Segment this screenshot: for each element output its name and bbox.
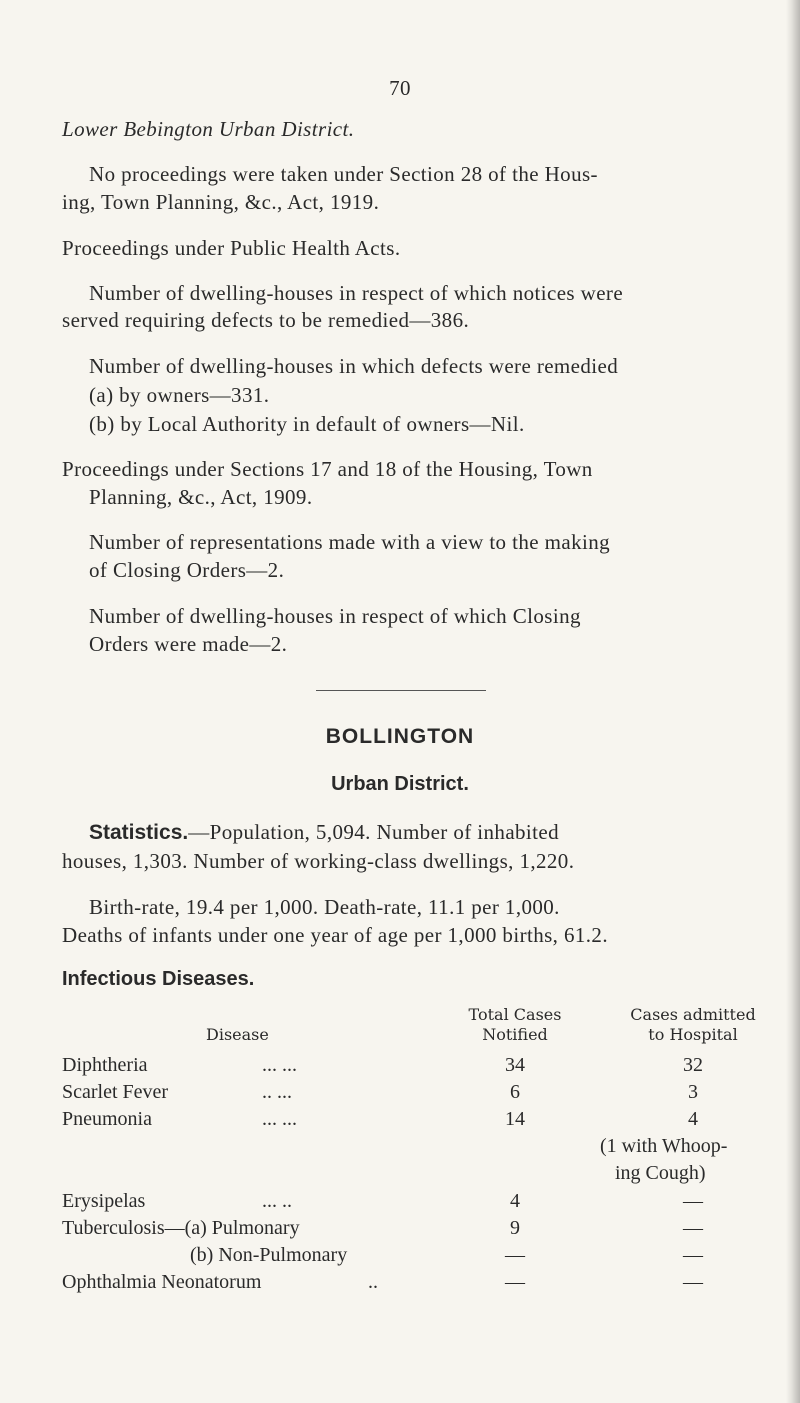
remedied-by-owners: (a) by owners—331. xyxy=(89,383,270,407)
leader-dots: .. ... xyxy=(262,1081,292,1103)
disease-pneumonia: Pneumonia xyxy=(62,1108,152,1130)
remedied-intro: Number of dwelling-houses in which defects were remedied xyxy=(89,354,619,378)
page-edge-shadow xyxy=(786,0,800,1403)
disease-tuberculosis-non-pulmonary: (b) Non-Pulmonary xyxy=(190,1244,348,1266)
rates-line1: Birth-rate, 19.4 per 1,000. Death-rate, 11.1 per 1,000. xyxy=(89,895,560,919)
lower-bebington-heading: Lower Bebington Urban District. xyxy=(62,117,355,141)
admitted-cell: 4 xyxy=(688,1108,698,1130)
header-notified-line1: Total Cases xyxy=(468,1005,562,1024)
disease-tuberculosis-pulmonary: Tuberculosis—(a) Pulmonary xyxy=(62,1217,300,1239)
admitted-note-line1: (1 with Whoop- xyxy=(600,1135,728,1157)
closing-line2: Orders were made—2. xyxy=(89,632,288,656)
sections-heading-line1: Proceedings under Sections 17 and 18 of the Housing, Town xyxy=(62,457,593,481)
notices-line2: served requiring defects to be remedied—386. xyxy=(62,308,470,332)
header-admitted-line2: to Hospital xyxy=(648,1025,738,1044)
statistics-text: —Population, 5,094. Number of inhabited xyxy=(188,820,560,844)
notified-cell: — xyxy=(505,1244,525,1266)
admitted-cell: 32 xyxy=(683,1054,703,1076)
admitted-cell: — xyxy=(683,1217,703,1239)
statistics-line2: houses, 1,303. Number of working-class dwellings, 1,220. xyxy=(62,849,575,873)
header-admitted-line1: Cases admitted xyxy=(630,1005,756,1024)
housing-text-line1: No proceedings were taken under Section 28 of the Hous- xyxy=(89,162,598,186)
notified-cell: 34 xyxy=(505,1054,525,1076)
disease-ophthalmia-neonatorum: Ophthalmia Neonatorum xyxy=(62,1271,262,1293)
admitted-cell: 3 xyxy=(688,1081,698,1103)
admitted-cell: — xyxy=(683,1244,703,1266)
rates-line2: Deaths of infants under one year of age per 1,000 births, 61.2. xyxy=(62,923,608,947)
leader-dots: ... .. xyxy=(262,1190,292,1212)
statistics-label: Statistics. xyxy=(89,821,189,844)
header-disease: Disease xyxy=(206,1025,269,1044)
leader-dots: .. xyxy=(368,1271,378,1293)
disease-erysipelas: Erysipelas xyxy=(62,1190,146,1212)
section-divider xyxy=(316,690,486,691)
bollington-title: BOLLINGTON xyxy=(325,725,475,748)
closing-line1: Number of dwelling-houses in respect of which Closing xyxy=(89,604,581,628)
disease-diphtheria: Diphtheria xyxy=(62,1054,148,1076)
bollington-subtitle: Urban District. xyxy=(331,773,469,795)
page-number: 70 xyxy=(389,76,411,100)
leader-dots: ... ... xyxy=(262,1054,297,1076)
representations-line2: of Closing Orders—2. xyxy=(89,558,285,582)
header-notified-line2: Notified xyxy=(482,1025,548,1044)
notices-line1: Number of dwelling-houses in respect of which notices were xyxy=(89,281,624,305)
housing-text-line2: ing, Town Planning, &c., Act, 1919. xyxy=(62,190,380,214)
remedied-by-authority: (b) by Local Authority in default of owners—Nil. xyxy=(89,412,525,436)
admitted-note-line2: ing Cough) xyxy=(615,1162,706,1184)
notified-cell: 6 xyxy=(510,1081,520,1103)
notified-cell: 9 xyxy=(510,1217,520,1239)
notified-cell: 14 xyxy=(505,1108,525,1130)
public-health-heading: Proceedings under Public Health Acts. xyxy=(62,236,401,260)
disease-scarlet-fever: Scarlet Fever xyxy=(62,1081,169,1103)
statistics-line1 xyxy=(89,820,559,845)
infectious-diseases-heading: Infectious Diseases. xyxy=(62,968,255,990)
admitted-cell: — xyxy=(683,1271,703,1293)
representations-line1: Number of representations made with a view to the making xyxy=(89,530,611,554)
notified-cell: 4 xyxy=(510,1190,520,1212)
sections-heading-line2: Planning, &c., Act, 1909. xyxy=(89,485,313,509)
leader-dots: ... ... xyxy=(262,1108,297,1130)
notified-cell: — xyxy=(505,1271,525,1293)
admitted-cell: — xyxy=(683,1190,703,1212)
